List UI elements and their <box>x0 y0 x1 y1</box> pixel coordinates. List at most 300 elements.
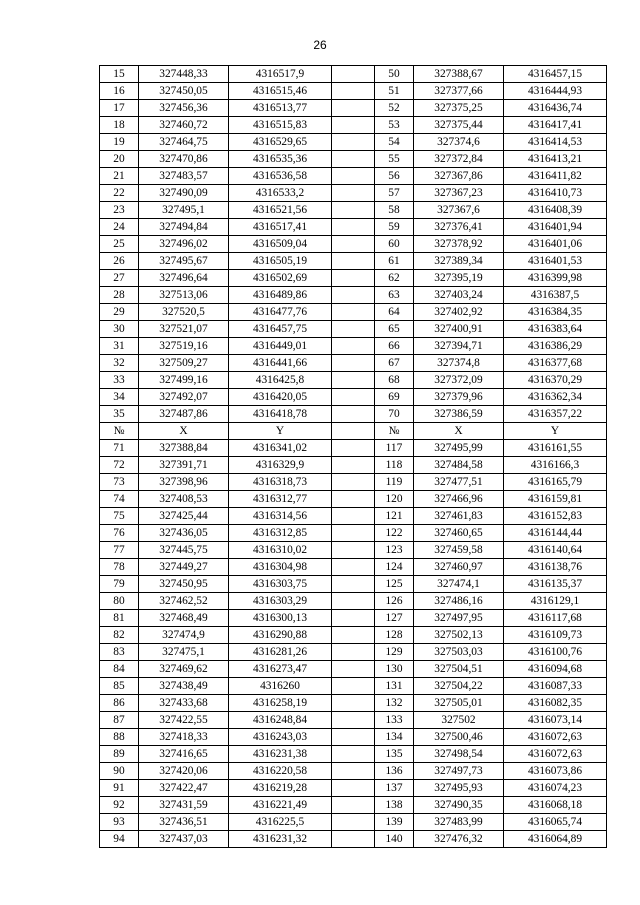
x-coordinate-cell: 327474,9 <box>139 627 229 644</box>
point-number-cell: 118 <box>375 457 414 474</box>
y-coordinate-cell: 4316457,75 <box>229 321 332 338</box>
y-coordinate-cell: 4316420,05 <box>229 389 332 406</box>
point-number-cell: 31 <box>100 338 139 355</box>
x-coordinate-cell: 327367,6 <box>414 202 504 219</box>
point-number-cell: 129 <box>375 644 414 661</box>
y-coordinate-cell: 4316072,63 <box>504 729 607 746</box>
x-coordinate-cell: 327509,27 <box>139 355 229 372</box>
header-x-coordinate-cell: X <box>139 423 229 440</box>
table-row <box>100 559 607 576</box>
x-coordinate-cell: 327450,95 <box>139 576 229 593</box>
spacer-cell <box>332 117 375 134</box>
x-coordinate-cell: 327504,22 <box>414 678 504 695</box>
x-coordinate-cell: 327461,83 <box>414 508 504 525</box>
point-number-cell: 68 <box>375 372 414 389</box>
spacer-cell <box>332 610 375 627</box>
y-coordinate-cell: 4316515,46 <box>229 83 332 100</box>
x-coordinate-cell: 327386,59 <box>414 406 504 423</box>
x-coordinate-cell: 327388,84 <box>139 440 229 457</box>
point-number-cell: 85 <box>100 678 139 695</box>
spacer-cell <box>332 100 375 117</box>
point-number-cell: 61 <box>375 253 414 270</box>
x-coordinate-cell: 327475,1 <box>139 644 229 661</box>
point-number-cell: 72 <box>100 457 139 474</box>
table-row <box>100 593 607 610</box>
table-row <box>100 66 607 83</box>
table-row <box>100 644 607 661</box>
spacer-cell <box>332 219 375 236</box>
table-row <box>100 797 607 814</box>
x-coordinate-cell: 327500,46 <box>414 729 504 746</box>
y-coordinate-cell: 4316065,74 <box>504 814 607 831</box>
x-coordinate-cell: 327449,27 <box>139 559 229 576</box>
point-number-cell: 63 <box>375 287 414 304</box>
y-coordinate-cell: 4316166,3 <box>504 457 607 474</box>
y-coordinate-cell: 4316231,32 <box>229 831 332 848</box>
point-number-cell: 139 <box>375 814 414 831</box>
y-coordinate-cell: 4316159,81 <box>504 491 607 508</box>
y-coordinate-cell: 4316386,29 <box>504 338 607 355</box>
y-coordinate-cell: 4316082,35 <box>504 695 607 712</box>
y-coordinate-cell: 4316399,98 <box>504 270 607 287</box>
x-coordinate-cell: 327377,66 <box>414 83 504 100</box>
x-coordinate-cell: 327490,35 <box>414 797 504 814</box>
x-coordinate-cell: 327395,19 <box>414 270 504 287</box>
table-row <box>100 253 607 270</box>
x-coordinate-cell: 327504,51 <box>414 661 504 678</box>
y-coordinate-cell: 4316401,53 <box>504 253 607 270</box>
point-number-cell: 15 <box>100 66 139 83</box>
y-coordinate-cell: 4316073,86 <box>504 763 607 780</box>
point-number-cell: 64 <box>375 304 414 321</box>
point-number-cell: 17 <box>100 100 139 117</box>
y-coordinate-cell: 4316370,29 <box>504 372 607 389</box>
y-coordinate-cell: 4316515,83 <box>229 117 332 134</box>
table-row <box>100 508 607 525</box>
y-coordinate-cell: 4316138,76 <box>504 559 607 576</box>
x-coordinate-cell: 327487,86 <box>139 406 229 423</box>
point-number-cell: 136 <box>375 763 414 780</box>
spacer-cell <box>332 270 375 287</box>
point-number-cell: 51 <box>375 83 414 100</box>
x-coordinate-cell: 327477,51 <box>414 474 504 491</box>
x-coordinate-cell: 327497,95 <box>414 610 504 627</box>
x-coordinate-cell: 327462,52 <box>139 593 229 610</box>
y-coordinate-cell: 4316441,66 <box>229 355 332 372</box>
y-coordinate-cell: 4316290,88 <box>229 627 332 644</box>
y-coordinate-cell: 4316225,5 <box>229 814 332 831</box>
x-coordinate-cell: 327402,92 <box>414 304 504 321</box>
table-row <box>100 406 607 423</box>
table-row <box>100 661 607 678</box>
y-coordinate-cell: 4316273,47 <box>229 661 332 678</box>
table-row <box>100 270 607 287</box>
point-number-cell: 60 <box>375 236 414 253</box>
spacer-cell <box>332 236 375 253</box>
point-number-cell: 74 <box>100 491 139 508</box>
x-coordinate-cell: 327502,13 <box>414 627 504 644</box>
point-number-cell: 119 <box>375 474 414 491</box>
point-number-cell: 19 <box>100 134 139 151</box>
x-coordinate-cell: 327499,16 <box>139 372 229 389</box>
coordinates-table-body <box>100 66 607 848</box>
y-coordinate-cell: 4316384,35 <box>504 304 607 321</box>
spacer-cell <box>332 338 375 355</box>
point-number-cell: 79 <box>100 576 139 593</box>
x-coordinate-cell: 327388,67 <box>414 66 504 83</box>
point-number-cell: 52 <box>375 100 414 117</box>
y-coordinate-cell: 4316220,58 <box>229 763 332 780</box>
spacer-cell <box>332 185 375 202</box>
x-coordinate-cell: 327367,86 <box>414 168 504 185</box>
spacer-cell <box>332 168 375 185</box>
point-number-cell: 34 <box>100 389 139 406</box>
point-number-cell: 131 <box>375 678 414 695</box>
point-number-cell: 69 <box>375 389 414 406</box>
y-coordinate-cell: 4316303,75 <box>229 576 332 593</box>
y-coordinate-cell: 4316161,55 <box>504 440 607 457</box>
point-number-cell: 62 <box>375 270 414 287</box>
x-coordinate-cell: 327484,58 <box>414 457 504 474</box>
x-coordinate-cell: 327391,71 <box>139 457 229 474</box>
y-coordinate-cell: 4316517,9 <box>229 66 332 83</box>
x-coordinate-cell: 327495,93 <box>414 780 504 797</box>
x-coordinate-cell: 327425,44 <box>139 508 229 525</box>
x-coordinate-cell: 327460,97 <box>414 559 504 576</box>
y-coordinate-cell: 4316425,8 <box>229 372 332 389</box>
point-number-cell: 91 <box>100 780 139 797</box>
x-coordinate-cell: 327495,67 <box>139 253 229 270</box>
x-coordinate-cell: 327494,84 <box>139 219 229 236</box>
point-number-cell: 50 <box>375 66 414 83</box>
spacer-cell <box>332 678 375 695</box>
y-coordinate-cell: 4316109,73 <box>504 627 607 644</box>
point-number-cell: 133 <box>375 712 414 729</box>
point-number-cell: 125 <box>375 576 414 593</box>
point-number-cell: 137 <box>375 780 414 797</box>
point-number-cell: 33 <box>100 372 139 389</box>
table-row <box>100 355 607 372</box>
point-number-cell: 120 <box>375 491 414 508</box>
point-number-cell: 73 <box>100 474 139 491</box>
spacer-cell <box>332 287 375 304</box>
x-coordinate-cell: 327474,1 <box>414 576 504 593</box>
header-y-coordinate-cell: Y <box>504 423 607 440</box>
point-number-cell: 93 <box>100 814 139 831</box>
x-coordinate-cell: 327433,68 <box>139 695 229 712</box>
y-coordinate-cell: 4316144,44 <box>504 525 607 542</box>
y-coordinate-cell: 4316509,04 <box>229 236 332 253</box>
spacer-cell <box>332 542 375 559</box>
y-coordinate-cell: 4316383,64 <box>504 321 607 338</box>
x-coordinate-cell: 327468,49 <box>139 610 229 627</box>
table-row <box>100 304 607 321</box>
y-coordinate-cell: 4316362,34 <box>504 389 607 406</box>
y-coordinate-cell: 4316489,86 <box>229 287 332 304</box>
point-number-cell: 20 <box>100 151 139 168</box>
x-coordinate-cell: 327375,25 <box>414 100 504 117</box>
spacer-cell <box>332 661 375 678</box>
point-number-cell: 81 <box>100 610 139 627</box>
x-coordinate-cell: 327438,49 <box>139 678 229 695</box>
point-number-cell: 21 <box>100 168 139 185</box>
point-number-cell: 55 <box>375 151 414 168</box>
x-coordinate-cell: 327378,92 <box>414 236 504 253</box>
point-number-cell: 123 <box>375 542 414 559</box>
table-row <box>100 831 607 848</box>
table-row <box>100 219 607 236</box>
point-number-cell: 58 <box>375 202 414 219</box>
y-coordinate-cell: 4316243,03 <box>229 729 332 746</box>
spacer-cell <box>332 525 375 542</box>
x-coordinate-cell: 327497,73 <box>414 763 504 780</box>
x-coordinate-cell: 327394,71 <box>414 338 504 355</box>
point-number-cell: 134 <box>375 729 414 746</box>
point-number-cell: 94 <box>100 831 139 848</box>
point-number-cell: 26 <box>100 253 139 270</box>
x-coordinate-cell: 327389,34 <box>414 253 504 270</box>
point-number-cell: 75 <box>100 508 139 525</box>
x-coordinate-cell: 327483,57 <box>139 168 229 185</box>
point-number-cell: 57 <box>375 185 414 202</box>
header-spacer-cell <box>332 423 375 440</box>
spacer-cell <box>332 151 375 168</box>
x-coordinate-cell: 327431,59 <box>139 797 229 814</box>
x-coordinate-cell: 327483,99 <box>414 814 504 831</box>
point-number-cell: 90 <box>100 763 139 780</box>
y-coordinate-cell: 4316417,41 <box>504 117 607 134</box>
y-coordinate-cell: 4316152,83 <box>504 508 607 525</box>
table-row <box>100 627 607 644</box>
y-coordinate-cell: 4316341,02 <box>229 440 332 457</box>
y-coordinate-cell: 4316529,65 <box>229 134 332 151</box>
x-coordinate-cell: 327379,96 <box>414 389 504 406</box>
table-row <box>100 525 607 542</box>
y-coordinate-cell: 4316436,74 <box>504 100 607 117</box>
point-number-cell: 92 <box>100 797 139 814</box>
x-coordinate-cell: 327503,03 <box>414 644 504 661</box>
y-coordinate-cell: 4316457,15 <box>504 66 607 83</box>
point-number-cell: 67 <box>375 355 414 372</box>
x-coordinate-cell: 327460,65 <box>414 525 504 542</box>
x-coordinate-cell: 327367,23 <box>414 185 504 202</box>
point-number-cell: 89 <box>100 746 139 763</box>
point-number-cell: 56 <box>375 168 414 185</box>
point-number-cell: 30 <box>100 321 139 338</box>
x-coordinate-cell: 327420,06 <box>139 763 229 780</box>
y-coordinate-cell: 4316140,64 <box>504 542 607 559</box>
x-coordinate-cell: 327403,24 <box>414 287 504 304</box>
x-coordinate-cell: 327374,6 <box>414 134 504 151</box>
header-x-coordinate-cell: X <box>414 423 504 440</box>
y-coordinate-cell: 4316535,36 <box>229 151 332 168</box>
y-coordinate-cell: 4316221,49 <box>229 797 332 814</box>
x-coordinate-cell: 327519,16 <box>139 338 229 355</box>
spacer-cell <box>332 66 375 83</box>
y-coordinate-cell: 4316068,18 <box>504 797 607 814</box>
point-number-cell: 86 <box>100 695 139 712</box>
spacer-cell <box>332 712 375 729</box>
y-coordinate-cell: 4316410,73 <box>504 185 607 202</box>
point-number-cell: 78 <box>100 559 139 576</box>
table-row <box>100 100 607 117</box>
y-coordinate-cell: 4316401,94 <box>504 219 607 236</box>
y-coordinate-cell: 4316312,77 <box>229 491 332 508</box>
table-row <box>100 457 607 474</box>
header-point-number-cell: № <box>375 423 414 440</box>
x-coordinate-cell: 327459,58 <box>414 542 504 559</box>
point-number-cell: 28 <box>100 287 139 304</box>
spacer-cell <box>332 695 375 712</box>
table-row <box>100 474 607 491</box>
x-coordinate-cell: 327416,65 <box>139 746 229 763</box>
y-coordinate-cell: 4316073,14 <box>504 712 607 729</box>
point-number-cell: 29 <box>100 304 139 321</box>
point-number-cell: 132 <box>375 695 414 712</box>
y-coordinate-cell: 4316413,21 <box>504 151 607 168</box>
y-coordinate-cell: 4316094,68 <box>504 661 607 678</box>
x-coordinate-cell: 327505,01 <box>414 695 504 712</box>
spacer-cell <box>332 202 375 219</box>
table-row <box>100 576 607 593</box>
point-number-cell: 122 <box>375 525 414 542</box>
point-number-cell: 32 <box>100 355 139 372</box>
x-coordinate-cell: 327469,62 <box>139 661 229 678</box>
table-row <box>100 168 607 185</box>
y-coordinate-cell: 4316411,82 <box>504 168 607 185</box>
spacer-cell <box>332 83 375 100</box>
header-point-number-cell: № <box>100 423 139 440</box>
point-number-cell: 130 <box>375 661 414 678</box>
x-coordinate-cell: 327476,32 <box>414 831 504 848</box>
point-number-cell: 127 <box>375 610 414 627</box>
table-row <box>100 202 607 219</box>
table-row <box>100 729 607 746</box>
x-coordinate-cell: 327437,03 <box>139 831 229 848</box>
spacer-cell <box>332 797 375 814</box>
point-number-cell: 138 <box>375 797 414 814</box>
x-coordinate-cell: 327436,51 <box>139 814 229 831</box>
point-number-cell: 59 <box>375 219 414 236</box>
y-coordinate-cell: 4316231,38 <box>229 746 332 763</box>
header-y-coordinate-cell: Y <box>229 423 332 440</box>
point-number-cell: 53 <box>375 117 414 134</box>
point-number-cell: 87 <box>100 712 139 729</box>
x-coordinate-cell: 327495,99 <box>414 440 504 457</box>
x-coordinate-cell: 327456,36 <box>139 100 229 117</box>
y-coordinate-cell: 4316521,56 <box>229 202 332 219</box>
x-coordinate-cell: 327466,96 <box>414 491 504 508</box>
x-coordinate-cell: 327498,54 <box>414 746 504 763</box>
point-number-cell: 140 <box>375 831 414 848</box>
y-coordinate-cell: 4316304,98 <box>229 559 332 576</box>
spacer-cell <box>332 763 375 780</box>
spacer-cell <box>332 627 375 644</box>
table-row <box>100 712 607 729</box>
point-number-cell: 35 <box>100 406 139 423</box>
table-row <box>100 117 607 134</box>
x-coordinate-cell: 327464,75 <box>139 134 229 151</box>
spacer-cell <box>332 253 375 270</box>
y-coordinate-cell: 4316318,73 <box>229 474 332 491</box>
table-row <box>100 610 607 627</box>
y-coordinate-cell: 4316219,28 <box>229 780 332 797</box>
y-coordinate-cell: 4316248,84 <box>229 712 332 729</box>
x-coordinate-cell: 327490,09 <box>139 185 229 202</box>
table-row <box>100 287 607 304</box>
x-coordinate-cell: 327521,07 <box>139 321 229 338</box>
x-coordinate-cell: 327496,64 <box>139 270 229 287</box>
y-coordinate-cell: 4316477,76 <box>229 304 332 321</box>
y-coordinate-cell: 4316414,53 <box>504 134 607 151</box>
y-coordinate-cell: 4316418,78 <box>229 406 332 423</box>
spacer-cell <box>332 559 375 576</box>
x-coordinate-cell: 327372,84 <box>414 151 504 168</box>
table-row <box>100 321 607 338</box>
x-coordinate-cell: 327450,05 <box>139 83 229 100</box>
y-coordinate-cell: 4316087,33 <box>504 678 607 695</box>
x-coordinate-cell: 327470,86 <box>139 151 229 168</box>
page-number: 26 <box>313 38 327 52</box>
point-number-cell: 88 <box>100 729 139 746</box>
spacer-cell <box>332 593 375 610</box>
y-coordinate-cell: 4316135,37 <box>504 576 607 593</box>
x-coordinate-cell: 327502 <box>414 712 504 729</box>
x-coordinate-cell: 327375,44 <box>414 117 504 134</box>
spacer-cell <box>332 321 375 338</box>
x-coordinate-cell: 327513,06 <box>139 287 229 304</box>
x-coordinate-cell: 327495,1 <box>139 202 229 219</box>
spacer-cell <box>332 729 375 746</box>
point-number-cell: 77 <box>100 542 139 559</box>
point-number-cell: 80 <box>100 593 139 610</box>
x-coordinate-cell: 327372,09 <box>414 372 504 389</box>
y-coordinate-cell: 4316387,5 <box>504 287 607 304</box>
spacer-cell <box>332 491 375 508</box>
spacer-cell <box>332 576 375 593</box>
y-coordinate-cell: 4316312,85 <box>229 525 332 542</box>
y-coordinate-cell: 4316502,69 <box>229 270 332 287</box>
point-number-cell: 135 <box>375 746 414 763</box>
point-number-cell: 66 <box>375 338 414 355</box>
spacer-cell <box>332 474 375 491</box>
point-number-cell: 24 <box>100 219 139 236</box>
y-coordinate-cell: 4316064,89 <box>504 831 607 848</box>
spacer-cell <box>332 355 375 372</box>
x-coordinate-cell: 327496,02 <box>139 236 229 253</box>
x-coordinate-cell: 327486,16 <box>414 593 504 610</box>
table-row <box>100 763 607 780</box>
spacer-cell <box>332 831 375 848</box>
x-coordinate-cell: 327436,05 <box>139 525 229 542</box>
point-number-cell: 84 <box>100 661 139 678</box>
x-coordinate-cell: 327520,5 <box>139 304 229 321</box>
point-number-cell: 76 <box>100 525 139 542</box>
table-row <box>100 542 607 559</box>
table-row <box>100 780 607 797</box>
x-coordinate-cell: 327376,41 <box>414 219 504 236</box>
point-number-cell: 82 <box>100 627 139 644</box>
point-number-cell: 71 <box>100 440 139 457</box>
x-coordinate-cell: 327374,8 <box>414 355 504 372</box>
table-row <box>100 440 607 457</box>
table-row <box>100 185 607 202</box>
table-header-row <box>100 423 607 440</box>
point-number-cell: 25 <box>100 236 139 253</box>
point-number-cell: 128 <box>375 627 414 644</box>
y-coordinate-cell: 4316300,13 <box>229 610 332 627</box>
table-row <box>100 236 607 253</box>
